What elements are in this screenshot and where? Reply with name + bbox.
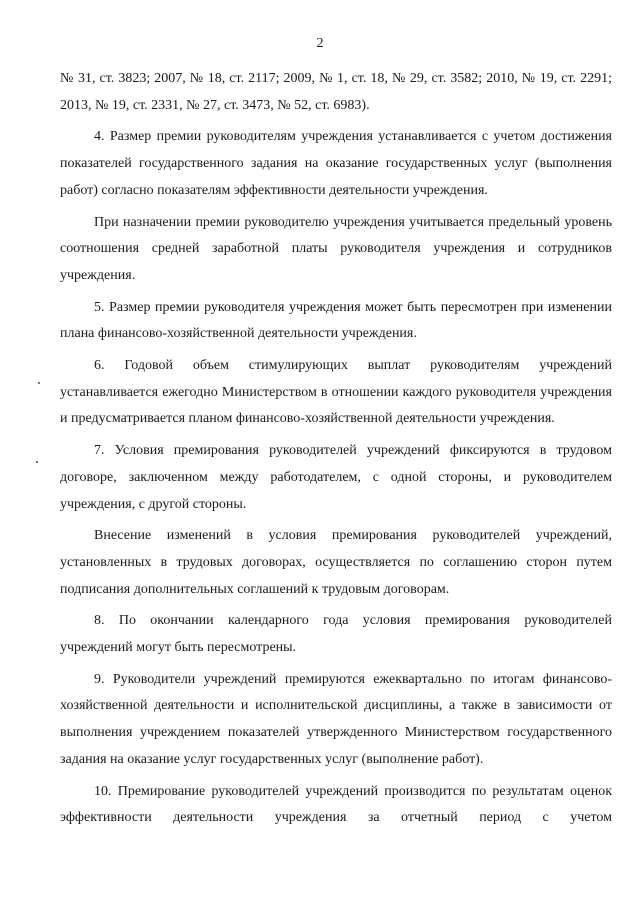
scan-speck: [36, 461, 38, 463]
paragraph-7: 7. Условия премирования руководителей учреждений фиксируются в трудовом договоре, заключенном между работодателем, с одной стороны, и руководителем учреждения, с другой стороны.: [60, 443, 612, 512]
paragraph-9: 9. Руководители учреждений премируются ежеквартально по итогам финансово-хозяйственной деятельности и исполнительской дисциплины, а также в зависимости от выполнения учреждением показателей утвержденного Министерством государственного задания на оказание услуг государственных услуг (выполнение работ).: [60, 671, 612, 767]
paragraph-4-note: При назначении премии руководителю учреждения учитывается предельный уровень соотношения средней заработной платы руководителя учреждения и сотрудников учреждения.: [60, 214, 612, 283]
paragraph-8: 8. По окончании календарного года условия премирования руководителей учреждений могут быть пересмотрены.: [60, 613, 612, 656]
paragraph-5: 5. Размер премии руководителя учреждения может быть пересмотрен при изменении плана финансово-хозяйственной деятельности учреждения.: [60, 299, 612, 342]
page-number: 2: [316, 36, 324, 51]
paragraph-10: 10. Премирование руководителей учреждений производится по результатам оценок эффективности деятельности учреждения за отчетный период с учетом: [60, 783, 612, 826]
paragraph-6: 6. Годовой объем стимулирующих выплат руководителям учреждений устанавливается ежегодно Министерством в отношении каждого руководителя учреждения и предусматривается планом финансово-хозяйственной деятельности учреждения.: [60, 358, 612, 427]
paragraph-4: 4. Размер премии руководителям учреждения устанавливается с учетом достижения показателей государственного задания на оказание государственных услуг (выполнения работ) согласно показателям эффективности деятельности учреждения.: [60, 129, 612, 198]
document-body: [60, 66, 612, 837]
paragraph-legal-references: № 31, ст. 3823; 2007, № 18, ст. 2117; 2009, № 1, ст. 18, № 29, ст. 3582; 2010, № 19, ст. 2291; 2013, № 19, ст. 2331, № 27, ст. 3473, № 52, ст. 6983).: [60, 71, 612, 113]
paragraph-7-note: Внесение изменений в условия премирования руководителей учреждений, установленных в трудовых договорах, осуществляется по соглашению сторон путем подписания дополнительных соглашений к трудовым договорам.: [60, 528, 612, 597]
scan-speck: [38, 382, 40, 384]
